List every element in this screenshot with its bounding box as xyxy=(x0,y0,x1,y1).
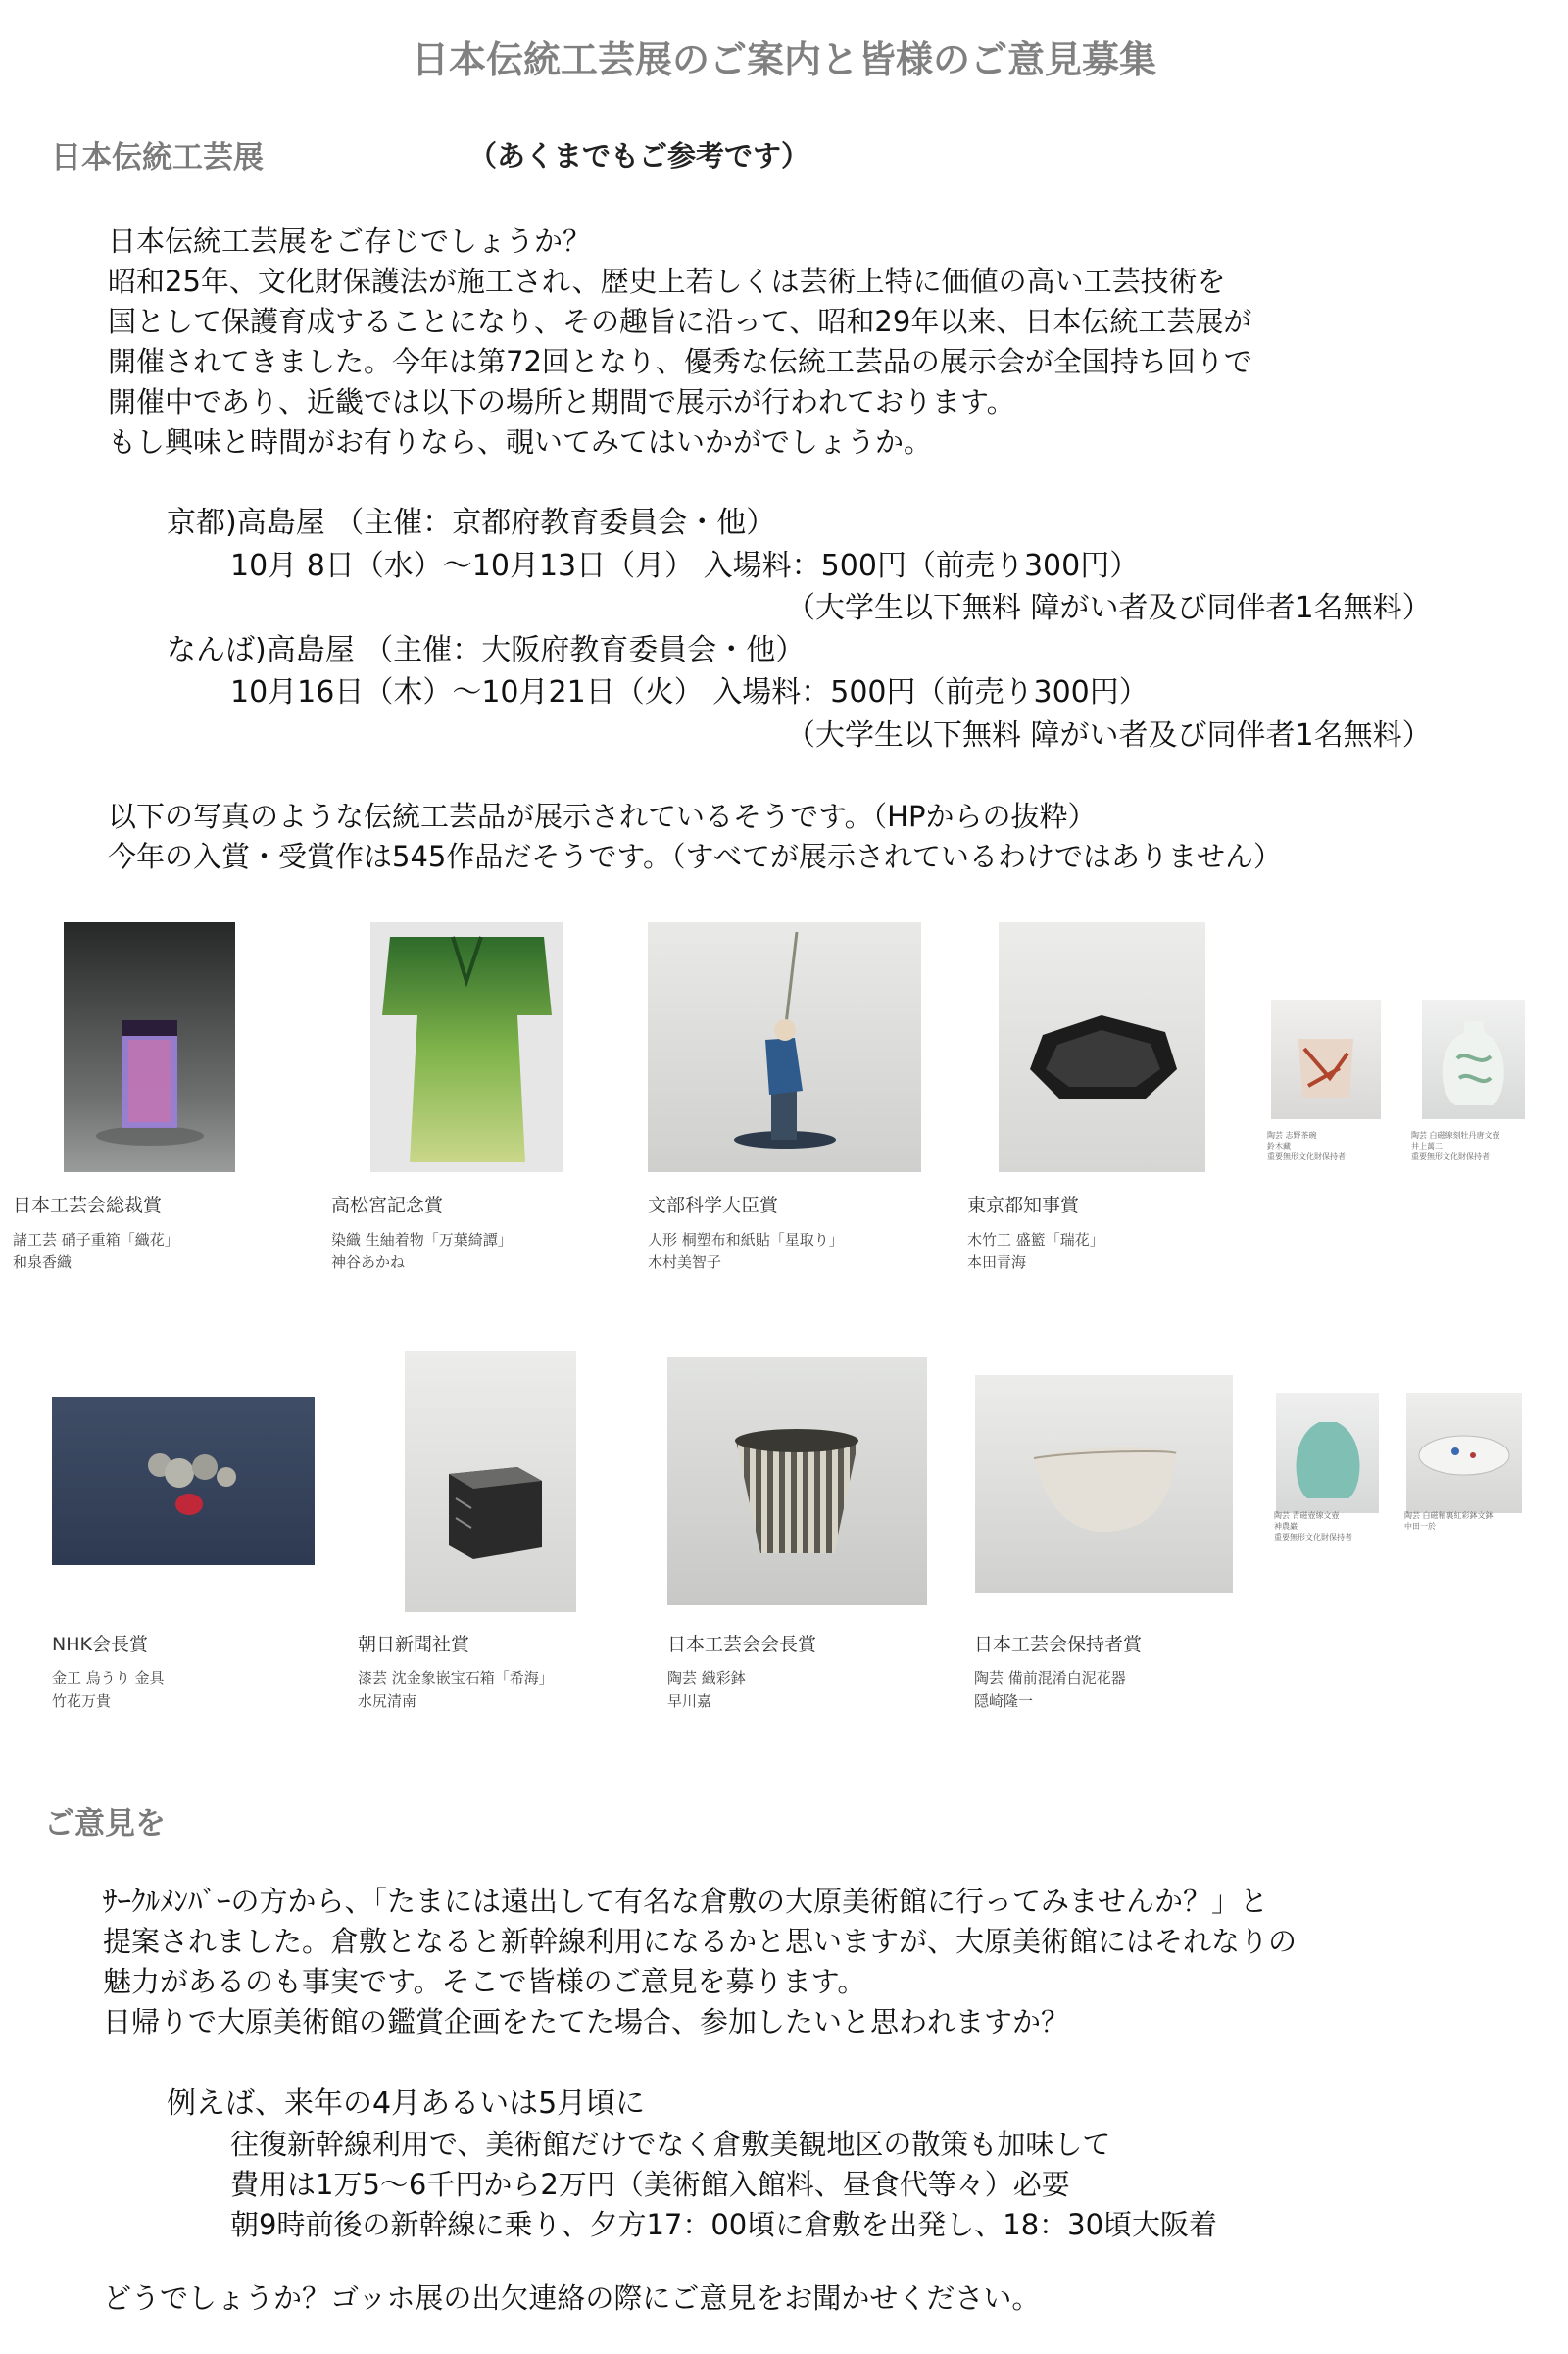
small-caption-line: 井上萬二 xyxy=(1411,1142,1443,1151)
venue-namba-dates: 10月16日（木）～10月21日（火） 入場料：500円（前売り300円） xyxy=(230,675,1149,710)
artist-name: 和泉香織 xyxy=(13,1253,73,1271)
reference-note: （あくまでもご参考です） xyxy=(468,139,810,172)
venue-kyoto-dates: 10月 8日（水）～10月13日（月） 入場料：500円（前売り300円） xyxy=(230,549,1140,583)
small-caption xyxy=(1274,1510,1352,1543)
artwork-photo-lacquer-box xyxy=(405,1351,576,1612)
award-title: 文部科学大臣賞 xyxy=(648,1195,779,1216)
small-caption-line: 重要無形文化財保持者 xyxy=(1267,1152,1346,1161)
artwork-photo-doll xyxy=(648,922,921,1172)
example-line: 費用は1万5～6千円から2万円（美術館入館料、昼食代等々）必要 xyxy=(230,2168,1070,2201)
venue-kyoto-name: 京都)高島屋 （主催：京都府教育委員会・他） xyxy=(167,506,776,540)
example-lead: 例えば、来年の4月あるいは5月頃に xyxy=(167,2086,646,2121)
intro-line: 開催されてきました。今年は第72回となり、優秀な伝統工芸品の展示会が全国持ち回りで xyxy=(108,345,1252,378)
artist-name: 本田青海 xyxy=(967,1253,1027,1271)
venue-kyoto-free: （大学生以下無料 障がい者及び同伴者1名無料） xyxy=(786,591,1432,625)
artwork-photo-white-vessel xyxy=(975,1375,1233,1593)
work-title: 陶芸 備前混淆白泥花器 xyxy=(974,1669,1126,1687)
small-caption-line: 陶芸 青磁壺線文壺 xyxy=(1274,1511,1340,1520)
artwork-photo-basket xyxy=(999,922,1205,1172)
small-caption-line: 神農巌 xyxy=(1274,1522,1298,1531)
work-title: 人形 桐塑布和紙貼「星取り」 xyxy=(648,1231,844,1249)
award-title: 日本工芸会保持者賞 xyxy=(974,1634,1143,1655)
gallery-intro-line: 以下の写真のような伝統工芸品が展示されているそうです。（HPからの抜粋） xyxy=(108,800,1097,833)
small-caption-line: 重要無形文化財保持者 xyxy=(1274,1533,1352,1542)
opinion-line: 日帰りで大原美術館の鑑賞企画をたてた場合、参加したいと思われますか？ xyxy=(103,2005,1070,2038)
intro-line: 開催中であり、近畿では以下の場所と期間で展示が行われております。 xyxy=(108,385,1015,418)
gallery-intro xyxy=(108,797,1282,877)
artist-name: 竹花万貴 xyxy=(52,1692,112,1710)
award-title: NHK会長賞 xyxy=(52,1634,148,1655)
artwork-photo-shino-bowl xyxy=(1271,1000,1381,1119)
small-caption-line: 陶芸 志野茶碗 xyxy=(1267,1131,1317,1140)
work-title: 諸工芸 硝子重箱「織花」 xyxy=(13,1231,179,1249)
intro-line: 日本伝統工芸展をご存じでしょうか？ xyxy=(108,224,592,258)
intro-line: 昭和25年、文化財保護法が施工され、歴史上若しくは芸術上特に価値の高い工芸技術を xyxy=(108,265,1226,298)
venue-namba-free: （大学生以下無料 障がい者及び同伴者1名無料） xyxy=(786,718,1432,753)
artist-name: 水尻清南 xyxy=(358,1692,417,1710)
work-title: 漆芸 沈金象嵌宝石箱「希海」 xyxy=(358,1669,554,1687)
artwork-photo-kimono xyxy=(370,922,564,1172)
gallery-intro-line: 今年の入賞・受賞作は545作品だそうです。（すべてが展示されているわけではありません） xyxy=(108,840,1282,873)
example-line: 往復新幹線利用で、美術館だけでなく倉敷美観地区の散策も加味して xyxy=(230,2128,1111,2161)
small-caption xyxy=(1411,1130,1500,1162)
opinion-line: 提案されました。倉敷となると新幹線利用になるかと思いますが、大原美術館にはそれなりの xyxy=(103,1925,1298,1958)
work-title: 木竹工 盛籃「瑞花」 xyxy=(967,1231,1104,1249)
work-title: 染織 生紬着物「万葉綺譚」 xyxy=(331,1231,513,1249)
section-heading-opinion: ご意見を xyxy=(44,1806,166,1841)
small-caption-line: 鈴木藏 xyxy=(1267,1142,1291,1151)
opinion-paragraph xyxy=(103,1882,1297,2042)
small-caption xyxy=(1404,1510,1494,1532)
intro-paragraph xyxy=(108,221,1252,463)
intro-line: 国として保護育成することになり、その趣旨に沿って、昭和29年以来、日本伝統工芸展が xyxy=(108,305,1252,338)
closing-line: どうでしょうか？ゴッホ展の出欠連絡の際にご意見をお聞かせください。 xyxy=(103,2281,1041,2315)
award-title: 日本工芸会会長賞 xyxy=(667,1634,817,1655)
example-details xyxy=(230,2125,1217,2245)
artwork-photo-white-bowl xyxy=(1406,1393,1522,1513)
small-caption-line: 中田一於 xyxy=(1404,1522,1436,1531)
section-heading-exhibition: 日本伝統工芸展 xyxy=(51,140,264,175)
artwork-photo-glass-box xyxy=(64,922,235,1172)
page-title: 日本伝統工芸展のご案内と皆様のご意見募集 xyxy=(411,38,1156,81)
artist-name: 早川嘉 xyxy=(667,1692,712,1710)
opinion-line: ｻｰｸﾙﾒﾝﾊﾞｰの方から、「たまには遠出して有名な倉敷の大原美術館に行ってみませんか？」と xyxy=(103,1885,1269,1918)
example-line: 朝9時前後の新幹線に乗り、夕方17：00頃に倉敷を出発し、18：30頃大阪着 xyxy=(230,2208,1218,2241)
artist-name: 木村美智子 xyxy=(648,1253,722,1271)
artwork-photo-celadon-jar xyxy=(1276,1393,1379,1513)
small-caption-line: 陶芸 白磁釉裏紅彩鉢文鉢 xyxy=(1404,1511,1494,1520)
award-title: 朝日新聞社賞 xyxy=(358,1634,470,1655)
venue-namba-name: なんば)高島屋 （主催：大阪府教育委員会・他） xyxy=(167,633,806,667)
small-caption xyxy=(1267,1130,1346,1162)
award-title: 高松宮記念賞 xyxy=(331,1195,444,1216)
artwork-photo-striped-bowl xyxy=(667,1357,927,1605)
small-caption-line: 陶芸 白磁線刻牡丹唐文壺 xyxy=(1411,1131,1500,1140)
artist-name: 隠崎隆一 xyxy=(974,1692,1034,1710)
artwork-photo-metal-ornament xyxy=(52,1397,315,1565)
work-title: 陶芸 織彩鉢 xyxy=(667,1669,746,1687)
artwork-photo-white-jar xyxy=(1422,1000,1525,1119)
award-title: 日本工芸会総裁賞 xyxy=(13,1195,163,1216)
award-title: 東京都知事賞 xyxy=(967,1195,1080,1216)
small-caption-line: 重要無形文化財保持者 xyxy=(1411,1152,1490,1161)
opinion-line: 魅力があるのも事実です。そこで皆様のご意見を募ります。 xyxy=(103,1965,866,1998)
intro-line: もし興味と時間がお有りなら、覗いてみてはいかがでしょうか。 xyxy=(108,425,933,459)
artist-name: 神谷あかね xyxy=(331,1253,406,1271)
work-title: 金工 烏うり 金具 xyxy=(52,1669,165,1687)
